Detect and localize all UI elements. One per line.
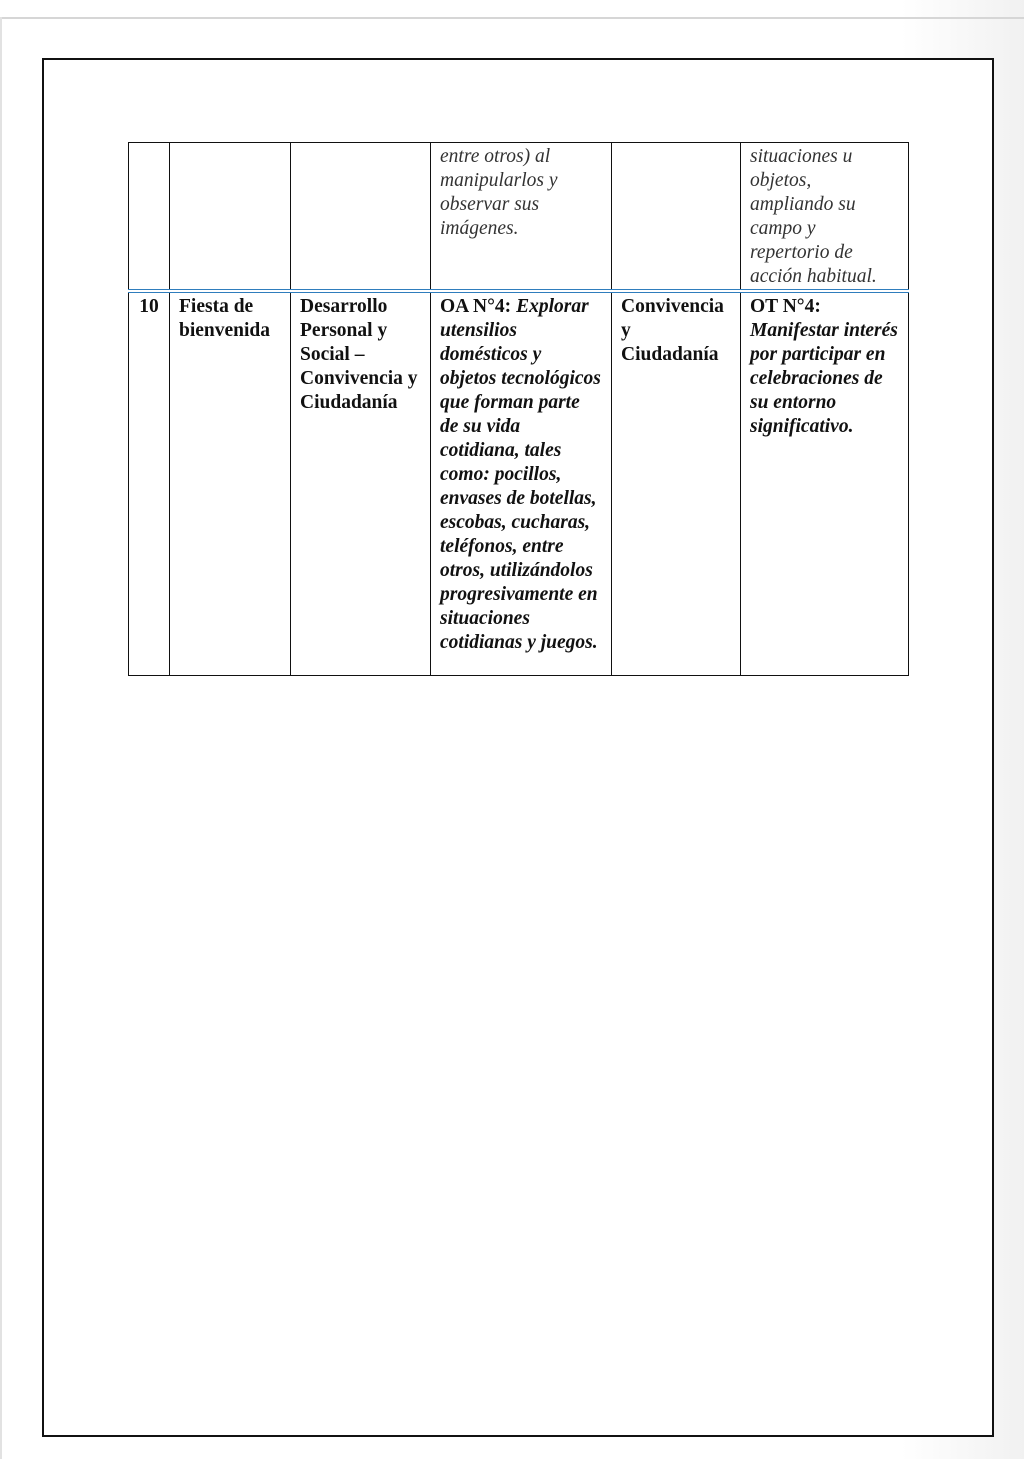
transversal-code: OT N°4: — [750, 296, 821, 317]
cell-experience: Fiesta de bienvenida — [170, 291, 291, 676]
cell-transversal-continued: situaciones u objetos, ampliando su campo y repertorio de acción habitual. — [741, 143, 909, 292]
cell-core: Convivencia y Ciudadanía — [612, 291, 741, 676]
objective-text: Explorar utensilios domésticos y objetos tecnológicos que forman parte de su vida cotidiana, tales como: pocillos, envases de botellas, escobas, cucharas, teléfonos, entre otros, utilizándolos progresivamente en situaciones cotidianas y juegos. — [440, 296, 601, 653]
cell-area: Desarrollo Personal y Social – Convivencia y Ciudadanía — [291, 291, 431, 676]
table-row — [129, 291, 909, 676]
cell-number: 10 — [129, 291, 170, 676]
document-page — [42, 58, 994, 1437]
cell-transversal — [741, 291, 909, 676]
cell-area-empty — [291, 143, 431, 292]
viewer-left-edge — [0, 17, 2, 1459]
planning-table — [128, 142, 909, 676]
objective-code: OA N°4: — [440, 296, 512, 317]
cell-objective-continued: entre otros) al manipularlos y observar sus imágenes. — [431, 143, 612, 292]
cell-number-empty — [129, 143, 170, 292]
cell-core-empty — [612, 143, 741, 292]
cell-objective — [431, 291, 612, 676]
table-row-continued — [129, 143, 909, 292]
transversal-text: Manifestar interés por participar en celebraciones de su entorno significativo. — [750, 320, 898, 437]
viewer-top-edge — [0, 17, 1024, 19]
cell-experience-empty — [170, 143, 291, 292]
